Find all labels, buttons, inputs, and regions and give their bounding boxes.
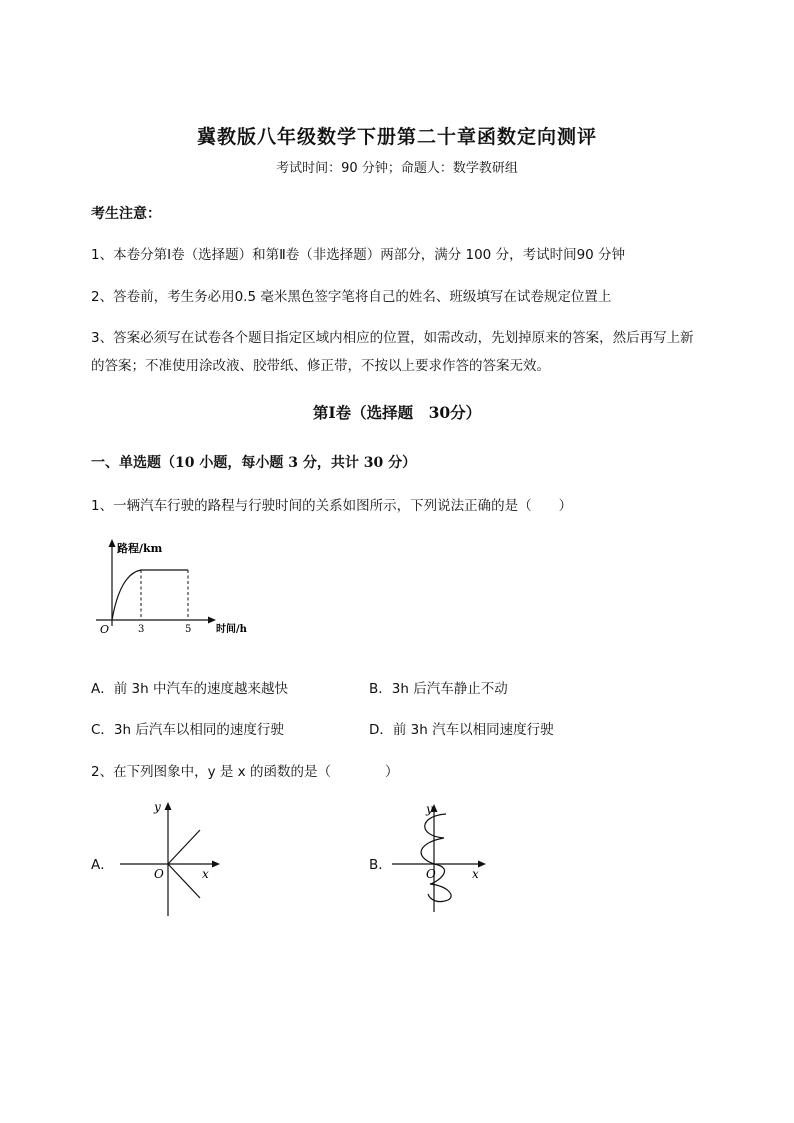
- note-item-3-cont: 的答案；不准使用涂改液、胶带纸、修正带，不按以上要求作答的答案无效。: [91, 358, 550, 374]
- question-2-stem: 2、在下列图象中，y 是 x 的函数的是（ ）: [91, 764, 399, 780]
- section-title: 第Ⅰ卷（选择题 30分）: [312, 403, 482, 422]
- note-item-3: 3、答案必须写在试卷各个题目指定区域内相应的位置，如需改动，先划掉原来的答案，然后再写上新: [91, 330, 694, 346]
- axis-y-label: y: [426, 802, 433, 816]
- graph-x-label: 时间/h: [216, 624, 247, 635]
- page-title: 冀教版八年级数学下册第二十章函数定向测评: [196, 126, 597, 148]
- axis-origin-label: O: [154, 867, 164, 881]
- axis-x-label: x: [202, 867, 209, 881]
- question-1-option-c[interactable]: C．3h 后汽车以相同的速度行驶: [91, 722, 284, 738]
- axis-x-label: x: [472, 867, 479, 881]
- question-2-option-a-graph: [118, 798, 226, 922]
- question-1-option-a[interactable]: A．前 3h 中汽车的速度越来越快: [91, 681, 288, 697]
- question-group-heading: 一、单选题（10 小题，每小题 3 分，共计 30 分）: [91, 455, 417, 471]
- question-1-option-d[interactable]: D．前 3h 汽车以相同速度行驶: [369, 722, 554, 738]
- graph-tick-3: 3: [138, 624, 145, 635]
- question-1-graph: [92, 536, 262, 640]
- question-1-option-b[interactable]: B．3h 后汽车静止不动: [369, 681, 508, 697]
- question-1-stem: 1、一辆汽车行驶的路程与行驶时间的关系如图所示，下列说法正确的是（ ）: [91, 498, 573, 514]
- notes-heading: 考生注意：: [91, 206, 161, 222]
- graph-tick-5: 5: [185, 624, 192, 635]
- graph-origin-label: O: [100, 623, 110, 636]
- graph-y-label: 路程/km: [117, 542, 163, 555]
- axis-origin-label: O: [426, 867, 436, 881]
- note-item-2: 2、答卷前，考生务必用0.5 毫米黑色签字笔将自己的姓名、班级填写在试卷规定位置上: [91, 289, 612, 305]
- axis-y-label: y: [154, 800, 161, 814]
- note-item-1: 1、本卷分第Ⅰ卷（选择题）和第Ⅱ卷（非选择题）两部分，满分 100 分，考试时间90 分钟: [91, 247, 626, 263]
- question-2-option-b-graph: [390, 798, 494, 916]
- question-2-option-b-label[interactable]: B．: [369, 857, 392, 873]
- page-subtitle: 考试时间：90 分钟；命题人：数学教研组: [276, 161, 518, 176]
- question-2-option-a-label[interactable]: A．: [91, 857, 114, 873]
